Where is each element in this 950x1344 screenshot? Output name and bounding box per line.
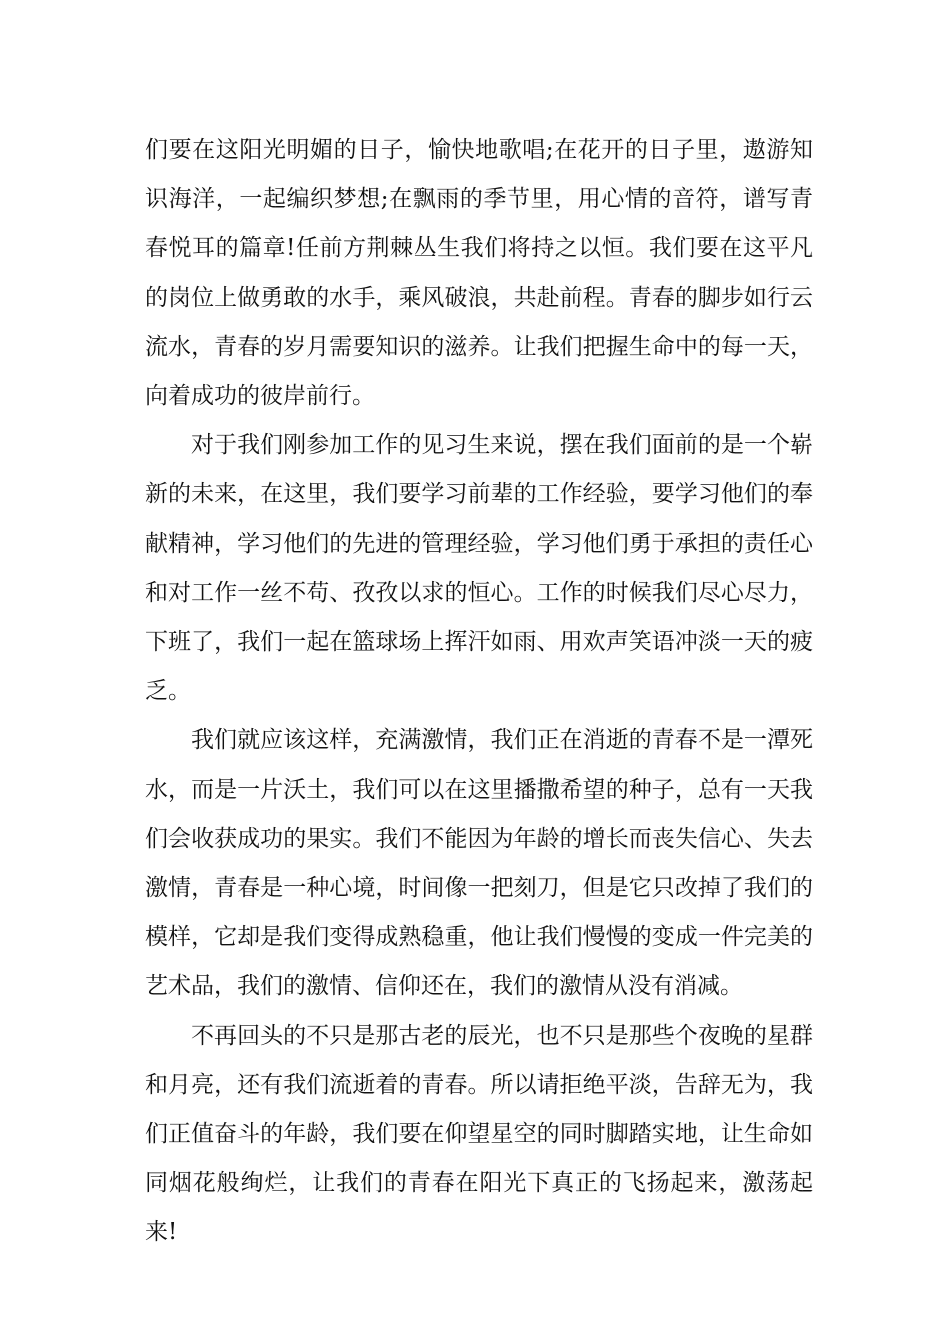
paragraph-passion: 我们就应该这样，充满激情，我们正在消逝的青春不是一潭死水，而是一片沃土，我们可以在这里播撒希望的种子，总有一天我们会收获成功的果实。我们不能因为年龄的增长而丧失信心、失去激情，青春是一种心境，时间像一把刻刀，但是它只改掉了我们的模样，它却是我们变得成熟稳重，他让我们慢慢的变成一件完美的艺术品，我们的激情、信仰还在，我们的激情从没有消减。 — [145, 727, 813, 1000]
paragraph-intern-work: 对于我们刚参加工作的见习生来说，摆在我们面前的是一个崭新的未来，在这里，我们要学习前辈的工作经验，要学习他们的奉献精神，学习他们的先进的管理经验，学习他们勇于承担的责任心和对工作一丝不苟、孜孜以求的恒心。工作的时候我们尽心尽力，下班了，我们一起在篮球场上挥汗如雨、用欢声笑语冲淡一天的疲乏。 — [145, 432, 813, 705]
paragraph-continuation: 们要在这阳光明媚的日子，愉快地歌唱;在花开的日子里，遨游知识海洋，一起编织梦想;在飘雨的季节里，用心情的音符，谱写青春悦耳的篇章!任前方荆棘丛生我们将持之以恒。我们要在这平凡的岗位上做勇敢的水手，乘风破浪，共赴前程。青春的脚步如行云流水，青春的岁月需要知识的滋养。让我们把握生命中的每一天，向着成功的彼岸前行。 — [145, 137, 813, 410]
document-body — [145, 126, 813, 1258]
paragraph-youth: 不再回头的不只是那古老的辰光，也不只是那些个夜晚的星群和月亮，还有我们流逝着的青春。所以请拒绝平淡，告辞无为，我们正值奋斗的年龄，我们要在仰望星空的同时脚踏实地，让生命如同烟花般绚烂，让我们的青春在阳光下真正的飞扬起来，激荡起来! — [145, 1022, 813, 1246]
